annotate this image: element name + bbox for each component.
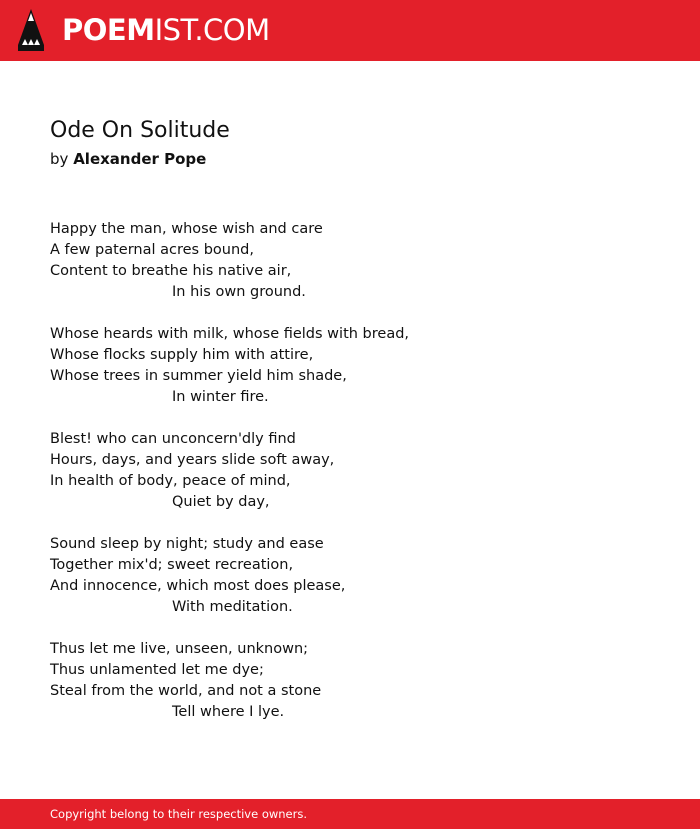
stanza-3 <box>50 429 650 513</box>
poem-line: Happy the man, whose wish and care <box>50 221 323 237</box>
stanza-5 <box>50 639 650 723</box>
poem-line-indented: Quiet by day, <box>172 494 270 510</box>
poem-line: Steal from the world, and not a stone <box>50 683 322 699</box>
poem-line: Blest! who can unconcern'dly find <box>50 431 296 447</box>
stanza-1 <box>50 219 650 303</box>
poem-line: In health of body, peace of mind, <box>50 473 291 489</box>
site-logo[interactable] <box>62 12 270 48</box>
author-name: Alexander Pope <box>73 150 207 168</box>
poem-line-indented: With meditation. <box>172 599 293 615</box>
site-header <box>0 0 700 61</box>
poem-line: Whose trees in summer yield him shade, <box>50 368 347 384</box>
logo-text-light: IST.COM <box>154 13 270 47</box>
poem-line-indented: Tell where I lye. <box>172 704 285 720</box>
by-label: by <box>50 150 69 168</box>
poem-title: Ode On Solitude <box>50 118 230 143</box>
poem-line: Content to breathe his native air, <box>50 263 292 279</box>
pencil-icon[interactable] <box>18 9 44 51</box>
poem-line: Whose heards with milk, whose fields with bread, <box>50 326 410 342</box>
poem-line: Whose flocks supply him with attire, <box>50 347 314 363</box>
poem-line: Hours, days, and years slide soft away, <box>50 452 335 468</box>
site-footer <box>0 799 700 829</box>
stanza-2 <box>50 324 650 408</box>
stanza-4 <box>50 534 650 618</box>
poem-line-indented: In his own ground. <box>172 284 306 300</box>
poem-line: Thus unlamented let me dye; <box>50 662 264 678</box>
logo-text-bold: POEM <box>62 13 155 47</box>
poem-line: Sound sleep by night; study and ease <box>50 536 324 552</box>
poem-line: Together mix'd; sweet recreation, <box>50 557 294 573</box>
copyright-text: Copyright belong to their respective owners. <box>50 807 308 821</box>
poem-line: And innocence, which most does please, <box>50 578 346 594</box>
byline <box>50 149 206 169</box>
poem-line-indented: In winter fire. <box>172 389 269 405</box>
poem-line: Thus let me live, unseen, unknown; <box>50 641 309 657</box>
poem-body <box>50 219 650 744</box>
poem-line: A few paternal acres bound, <box>50 242 254 258</box>
